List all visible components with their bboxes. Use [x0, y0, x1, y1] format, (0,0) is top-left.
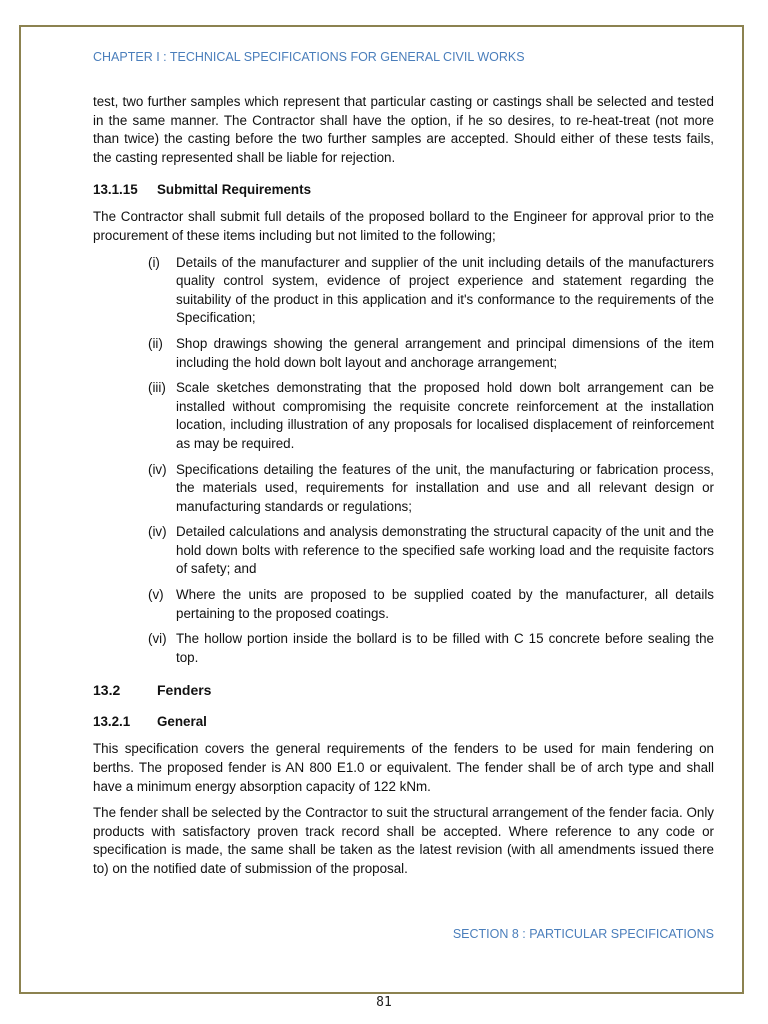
- list-item: [148, 379, 714, 453]
- list-marker: (iv): [148, 524, 167, 540]
- requirements-list: [93, 254, 714, 668]
- list-item-text: Specifications detailing the features of the unit, the manufacturing or fabrication process, the materials used, requirements for installation and use and all relevant design or manufacturing standards or regulations;: [176, 461, 714, 514]
- list-item: [148, 461, 714, 517]
- general-heading: [93, 713, 714, 731]
- chapter-header: CHAPTER I : TECHNICAL SPECIFICATIONS FOR GENERAL CIVIL WORKS: [93, 50, 525, 64]
- list-item: [148, 335, 714, 372]
- list-item: [148, 523, 714, 579]
- list-item: [148, 254, 714, 328]
- list-item: [148, 630, 714, 667]
- list-marker: (v): [148, 587, 164, 603]
- section-footer: SECTION 8 : PARTICULAR SPECIFICATIONS: [452, 927, 714, 941]
- intro-paragraph: test, two further samples which represent that particular casting or castings shall be selected and tested in the same manner. The Contractor shall have the option, if he so desires, to re-heat-treat (not more than twice) the casting before the two further samples are accepted. Should either of these tests fails, the casting represented shall be liable for rejection.: [93, 94, 714, 165]
- submittal-number: 13.1.15: [93, 182, 138, 198]
- list-item-text: Detailed calculations and analysis demonstrating the structural capacity of the unit and the hold down bolts with reference to the specified safe working load and the requisite factors of safety; and: [176, 524, 714, 577]
- page-number: 81: [376, 995, 392, 1010]
- fenders-heading: [93, 681, 714, 699]
- list-marker: (vi): [148, 631, 167, 647]
- list-item-text: Details of the manufacturer and supplier of the unit including details of the manufacturers quality control system, evidence of project experience and statement regarding the suitability of the product in this application and it's conformance to the requirements of the Specification;: [176, 254, 714, 326]
- list-item-text: Shop drawings showing the general arrangement and principal dimensions of the item including the hold down bolt layout and anchorage arrangement;: [176, 335, 714, 370]
- general-number: 13.2.1: [93, 714, 131, 730]
- general-paragraph-1: This specification covers the general requirements of the fenders to be used for main fendering on berths. The proposed fender is AN 800 E1.0 or equivalent. The fender shall be of arch type and shall have a minimum energy absorption capacity of 122 kNm.: [93, 741, 714, 794]
- list-item-text: The hollow portion inside the bollard is to be filled with C 15 concrete before sealing the top.: [176, 631, 714, 665]
- fenders-number: 13.2: [93, 682, 121, 699]
- list-item-text: Scale sketches demonstrating that the proposed hold down bolt arrangement can be installed without compromising the requisite concrete reinforcement at the installation location, including illustration of any proposals for localised displacement of reinforcement as may be required.: [176, 380, 714, 451]
- submittal-title: Submittal Requirements: [157, 182, 312, 198]
- list-item-text: Where the units are proposed to be supplied coated by the manufacturer, all details pertaining to the proposed coatings.: [176, 587, 714, 621]
- list-marker: (i): [148, 254, 160, 270]
- document-body: [93, 48, 714, 887]
- submittal-heading: [93, 181, 714, 199]
- list-marker: (iv): [148, 461, 167, 477]
- list-marker: (ii): [148, 335, 163, 351]
- general-title: General: [157, 714, 207, 730]
- submittal-lead: The Contractor shall submit full details of the proposed bollard to the Engineer for approval prior to the procurement of these items including but not limited to the following;: [93, 209, 714, 243]
- list-marker: (iii): [148, 380, 166, 396]
- fenders-title: Fenders: [157, 682, 212, 699]
- general-paragraph-2: The fender shall be selected by the Contractor to suit the structural arrangement of the fender facia. Only products with satisfactory proven track record shall be accepted. Where reference to any code or specification is made, the same shall be taken as the latest revision (with all amendments issued there to) on the notified date of submission of the proposal.: [93, 805, 714, 876]
- list-item: [148, 586, 714, 623]
